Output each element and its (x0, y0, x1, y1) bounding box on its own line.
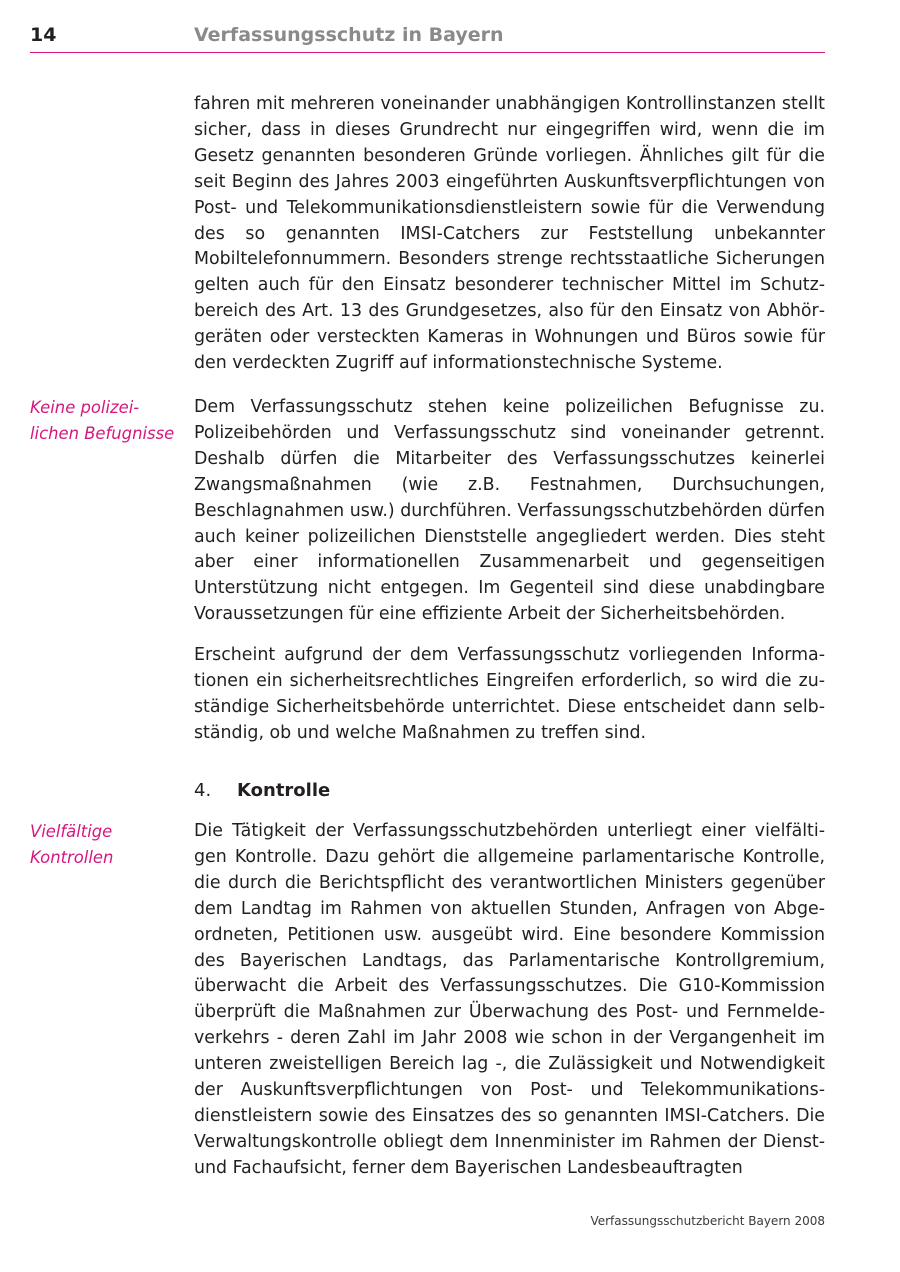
section-number: 4. (194, 780, 212, 801)
body-paragraph-1: fahren mit mehreren voneinander unabhängigen Kontrollinstanzen stellt sicher, dass in dieses Grundrecht nur eingegriffen wird, wenn die im Gesetz genannten besonderen Gründe vorliegen. Ähnliches gilt für die seit Beginn des Jahres 2003 eingeführten Auskunftsverpflichtungen von Post- und Telekommunikationsdienstleistern sowie für die Verwendung des so genannten IMSI-Catchers zur Feststellung unbekannter Mobiltelefonnummern. Besonders strenge rechtsstaatliche Sicherungen gelten auch für den Einsatz besonderer technischer Mittel im Schutzbereich des Art. 13 des Grundgesetzes, also für den Einsatz von Abhörgeräten oder versteckten Kameras in Wohnungen und Büros sowie für den verdeckten Zugriff auf informationstechnische Systeme. (194, 94, 825, 374)
margin-note-no-police-powers: Keine polizei- lichen Befugnisse (30, 398, 175, 443)
page-header (30, 22, 825, 53)
page-footer: Verfassungsschutzbericht Bayern 2008 (590, 1214, 825, 1228)
body-paragraph-3: Erscheint aufgrund der dem Verfassungsschutz vorliegenden Informationen ein sicherheitsrechtliches Eingreifen erforderlich, so wird die zuständige Sicherheitsbehörde unterrichtet. Diese entscheidet dann selbständig, ob und welche Maßnahmen zu treffen sind. (194, 645, 825, 743)
body-paragraph-4: Die Tätigkeit der Verfassungsschutzbehörden unterliegt einer vielfältigen Kontrolle. Dazu gehört die allgemeine parlamentarische Kontrolle, die durch die Berichtspflicht des verantwortlichen Ministers gegenüber dem Landtag im Rahmen von aktuellen Stunden, Anfragen von Abgeordneten, Petitionen usw. ausgeübt wird. Eine besondere Kommission des Bayerischen Landtags, das Parlamentarische Kontrollgremium, überwacht die Arbeit des Verfassungsschutzes. Die G10-Kommission überprüft die Maßnahmen zur Überwachung des Post- und Fernmeldeverkehrs - deren Zahl im Jahr 2008 wie schon in der Vergangenheit im unteren zweistelligen Bereich lag -, die Zulässigkeit und Notwendigkeit der Auskunftsverpflichtungen von Post- und Telekommunikationsdienstleistern sowie des Einsatzes des so genannten IMSI-Catchers. Die Verwaltungskontrolle obliegt dem Innenminister im Rahmen der Dienst- und Fachaufsicht, ferner dem Bayerischen Landesbeauftragten (194, 821, 825, 1178)
page-number: 14 (30, 24, 57, 46)
section-title: Kontrolle (237, 780, 331, 801)
section-heading (194, 778, 330, 804)
running-title: Verfassungsschutz in Bayern (194, 24, 504, 46)
margin-note-diverse-controls: Vielfältige Kontrollen (30, 822, 114, 867)
body-paragraph-2: Dem Verfassungsschutz stehen keine polizeilichen Befugnisse zu. Polizeibehörden und Verfassungsschutz sind voneinander getrennt. Deshalb dürfen die Mitarbeiter des Verfassungsschutzes keinerlei Zwangsmaßnahmen (wie z.B. Festnahmen, Durchsuchungen, Beschlagnahmen usw.) durchführen. Verfassungsschutzbehörden dürfen auch keiner polizeilichen Dienststelle angegliedert werden. Dies steht aber einer informationellen Zusammenarbeit und gegenseitigen Unterstützung nicht entgegen. Im Gegenteil sind diese unabdingbare Voraussetzungen für eine effiziente Arbeit der Sicherheitsbehörden. (194, 397, 826, 625)
